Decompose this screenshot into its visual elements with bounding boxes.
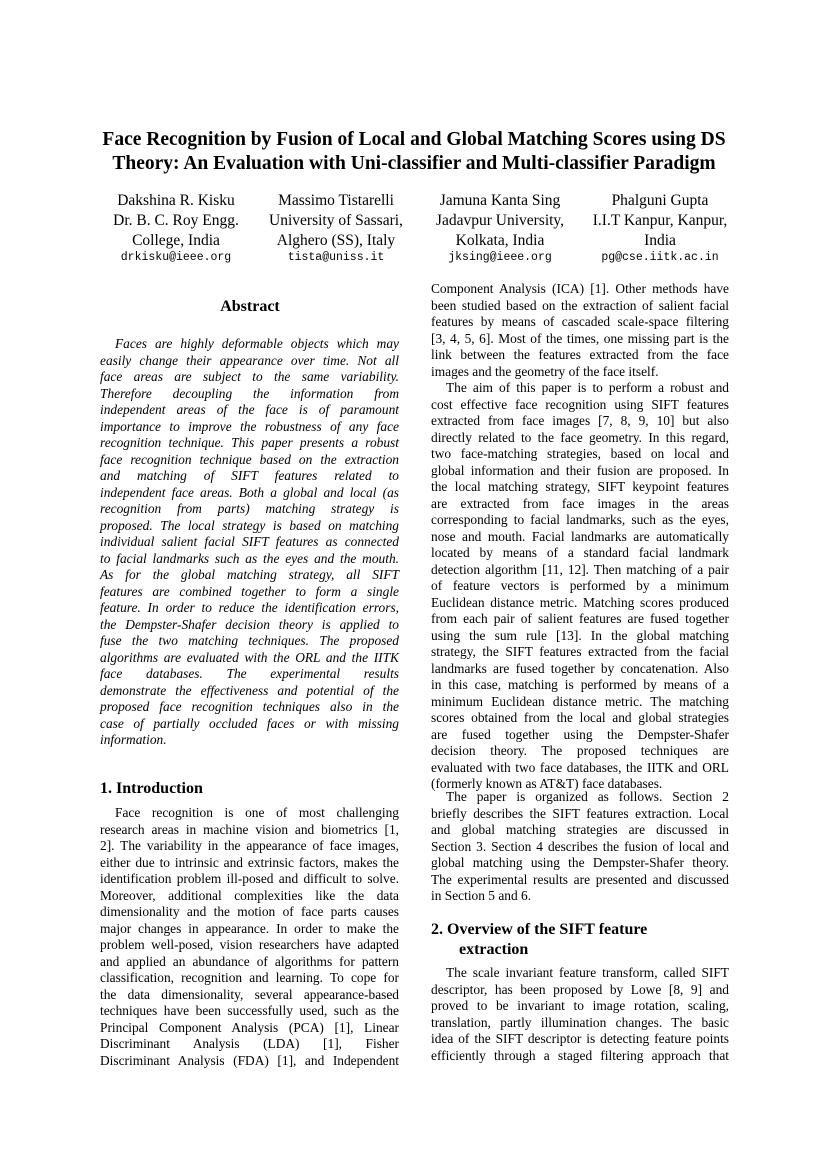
text-line: idea of the SIFT descriptor is detecting feature points [431, 1031, 729, 1046]
text-line: feature. In order to reduce the identification errors, [100, 600, 399, 615]
text-line: are fused together using the Dempster-Shafer [431, 726, 729, 742]
author-block [422, 191, 578, 265]
text-line: and applied an abundance of algorithms for pattern [100, 953, 399, 969]
text-line: translation, partly illumination changes. The basic [431, 1014, 729, 1030]
author-affiliation: Alghero (SS), Italy [276, 232, 396, 249]
text-line: detection algorithm [11, 12]. Then matching of a pair [431, 561, 729, 577]
text-line: The aim of this paper is to perform a robust and [446, 380, 729, 395]
author-block [96, 191, 256, 265]
author-email[interactable]: pg@cse.iitk.ac.in [601, 251, 719, 264]
text-line: and matching of SIFT features related to [100, 468, 399, 483]
text-line: images and the geometry of the face itself. [431, 363, 659, 379]
text-line: in Section 5 and 6. [431, 888, 532, 903]
section-heading-line: 2. Overview of the SIFT feature [431, 921, 648, 938]
author-block [582, 191, 738, 265]
text-line: problem well-posed, vision researchers have adapted [100, 937, 399, 952]
text-line: Faces are highly deformable objects which may [115, 336, 399, 351]
text-line: case of partially occluded faces or with missing [100, 715, 399, 731]
text-line: global information and their fusion are proposed. In [431, 462, 729, 478]
author-email[interactable]: tista@uniss.it [287, 251, 385, 264]
text-line: link between the features extracted from the face [431, 347, 729, 362]
text-line: proposed face recognition techniques also in the [100, 699, 399, 714]
text-line: Section 3. Section 4 describes the fusion of local and [431, 838, 729, 854]
text-line: Moreover, additional complexities like the data [100, 887, 399, 903]
text-line: independent areas of the face is of paramount [100, 402, 399, 417]
title-line: Face Recognition by Fusion of Local and Global Matching Scores using DS [102, 129, 726, 150]
text-line: algorithms are evaluated with the ORL and the IITK [100, 649, 399, 665]
author-affiliation: College, India [132, 232, 220, 249]
text-line: features by means of cascaded scale-space filtering [431, 314, 729, 329]
text-line: using the sum rule [13]. In the global matching [431, 627, 729, 643]
text-line: from each pair of salient features are fused together [431, 611, 729, 626]
text-line: located by means of a standard facial landmark [431, 545, 729, 560]
text-line: dimensionality and the motion of face parts causes [100, 904, 399, 919]
author-affiliation: India [644, 232, 676, 249]
text-line: demonstrate the effectiveness and potential of the [100, 682, 399, 698]
text-line: The scale invariant feature transform, called SIFT [446, 965, 729, 980]
text-line: the data dimensionality, several appearance-based [100, 986, 399, 1002]
text-line: proved to be invariant to image rotation, scaling, [431, 998, 729, 1013]
text-line: corresponding to facial landmarks, such as the eyes, [431, 512, 729, 527]
section-heading-line: 1. Introduction [100, 780, 203, 797]
text-line: Euclidean distance metric. Matching scores produced [431, 594, 729, 610]
text-line: identification problem ill-posed and difficult to solve. [100, 871, 399, 886]
text-line: and global matching strategies are discussed in [431, 822, 729, 837]
author-affiliation: I.I.T Kanpur, Kanpur, [592, 212, 728, 229]
text-line: [3, 4, 5, 6]. Most of the times, one missing part is the [431, 330, 729, 346]
text-line: cost effective face recognition using SIFT features [431, 396, 729, 412]
title-line: Theory: An Evaluation with Uni-classifier and Multi-classifier Paradigm [112, 153, 716, 174]
abstract-heading: Abstract [220, 298, 280, 315]
text-line: The experimental results are presented and discussed [431, 871, 729, 887]
text-line: Discriminant Analysis (FDA) [1], and Independent [100, 1052, 399, 1068]
right-paragraph-3 [431, 789, 729, 905]
text-line: research areas in machine vision and biometrics [1, [100, 821, 399, 837]
text-line: scores obtained from the local and global strategies [431, 710, 729, 725]
author-name: Jamuna Kanta Sing [439, 192, 561, 209]
text-line: techniques have been successfully used, such as the [100, 1003, 399, 1018]
text-line: Component Analysis (ICA) [1]. Other methods have [431, 281, 729, 296]
section-heading-introduction [100, 779, 203, 799]
text-line: recognition from parts) matching strategy is [100, 501, 399, 516]
text-line: evaluated with two face databases, the IITK and ORL [431, 759, 729, 775]
text-line: individual salient facial SIFT features as connected [100, 534, 399, 549]
text-line: two face-matching strategies, based on local and [431, 446, 729, 461]
right-paragraph-2 [431, 380, 729, 793]
text-line: in this case, matching is performed by means of a [431, 677, 729, 692]
author-email[interactable]: drkisku@ieee.org [120, 251, 232, 264]
text-line: Principal Component Analysis (PCA) [1], Linear [100, 1019, 399, 1035]
text-line: been studied based on the extraction of salient facial [431, 297, 729, 313]
text-line: 2]. The variability in the appearance of face images, [100, 838, 399, 853]
text-line: nose and mouth. Facial landmarks are automatically [431, 528, 729, 544]
text-line: extracted from face images [7, 8, 9, 10] but also [431, 413, 729, 428]
text-line: proposed. The local strategy is based on matching [100, 517, 399, 533]
text-line: importance to improve the robustness of any face [100, 418, 399, 434]
right-paragraph-1 [431, 281, 729, 380]
author-affiliation: Dr. B. C. Roy Engg. [113, 212, 239, 229]
author-affiliation: University of Sassari, [269, 212, 403, 229]
text-line: fuse the two matching techniques. The proposed [100, 633, 399, 648]
text-line: Face recognition is one of most challenging [115, 805, 399, 820]
paper-title [90, 128, 738, 176]
text-line: major changes in appearance. In order to make the [100, 920, 399, 936]
text-line: strategy, the SIFT features extracted from the facial [431, 644, 729, 659]
author-block [258, 191, 414, 265]
text-line: the Dempster-Shafer decision theory is applied to [100, 616, 399, 632]
text-line: As for the global matching strategy, all SIFT [100, 567, 399, 582]
text-line: Therefore decoupling the information from [100, 385, 399, 401]
sift-paragraph [431, 965, 729, 1064]
author-name: Dakshina R. Kisku [117, 192, 235, 209]
text-line: the local matching strategy, SIFT keypoint features [431, 479, 729, 494]
text-line: features are combined together to form a single [100, 583, 399, 599]
text-line: efficiently through a staged filtering approach that [431, 1047, 729, 1063]
author-affiliation: Jadavpur University, [435, 212, 565, 229]
text-line: either due to intrinsic and extrinsic factors, makes the [100, 854, 399, 870]
text-line: to facial landmarks such as the eyes and the mouth. [100, 550, 399, 566]
text-line: face areas are subject to the same variability. [100, 369, 399, 384]
text-line: face recognition technique based on the extraction [100, 451, 399, 467]
author-email[interactable]: jksing@ieee.org [448, 251, 552, 264]
author-name: Massimo Tistarelli [278, 192, 394, 209]
text-line: classification, recognition and learning. To cope for [100, 970, 399, 985]
text-line: of feature vectors is performed by a minimum [431, 578, 729, 593]
text-line: The paper is organized as follows. Section 2 [446, 789, 729, 804]
text-line: descriptor, has been proposed by Lowe [8, 9] and [431, 981, 729, 997]
author-name: Phalguni Gupta [611, 192, 709, 209]
text-line: are extracted from face images in the areas [431, 495, 729, 511]
text-line: (formerly known as AT&T) face databases. [431, 776, 663, 791]
text-line: global matching using the Dempster-Shafer theory. [431, 855, 729, 870]
text-line: landmarks are fused together by concatenation. Also [431, 660, 729, 676]
text-line: face databases. The experimental results [100, 666, 399, 681]
introduction-body [100, 805, 399, 1069]
text-line: briefly describes the SIFT features extraction. Local [431, 805, 729, 821]
text-line: Discriminant Analysis (LDA) [1], Fisher [100, 1036, 399, 1051]
text-line: recognition technique. This paper presents a robust [100, 435, 399, 450]
text-line: directly related to the face geometry. In this regard, [431, 429, 729, 445]
abstract-body [100, 336, 399, 749]
text-line: minimum Euclidean distance metric. The matching [431, 693, 729, 709]
section-heading-line: extraction [459, 941, 529, 958]
text-line: easily change their appearance over time. Not all [100, 352, 399, 368]
section-heading-sift [431, 920, 647, 960]
author-affiliation: Kolkata, India [455, 232, 545, 249]
text-line: information. [100, 732, 167, 747]
text-line: independent face areas. Both a global and local (as [100, 484, 399, 500]
text-line: decision theory. The proposed techniques are [431, 743, 729, 758]
